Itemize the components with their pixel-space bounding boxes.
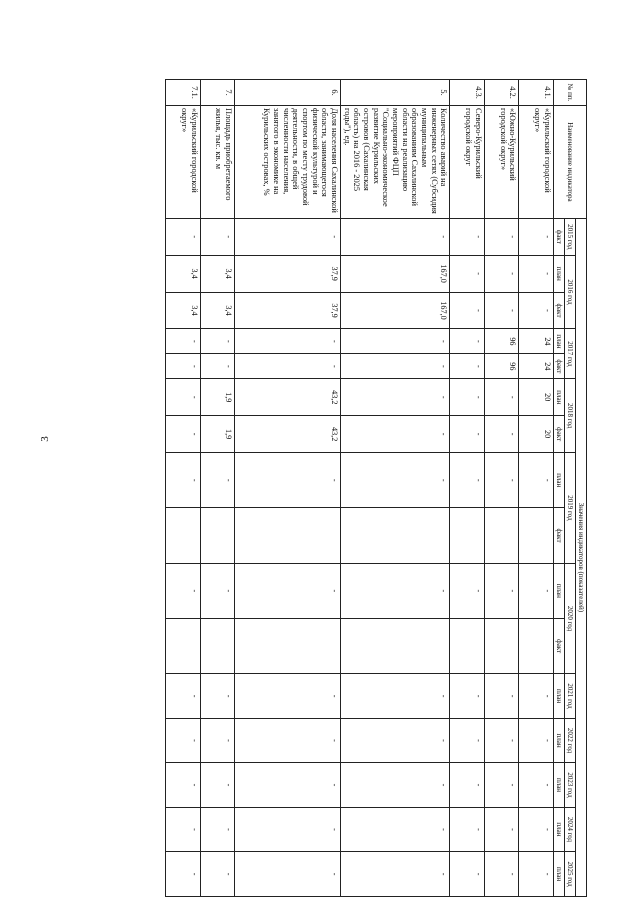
- value-cell: -: [200, 674, 235, 718]
- value-cell: -: [484, 416, 519, 453]
- header-name: Наименование индикатора: [553, 106, 586, 219]
- row-number: 7.1.: [166, 80, 201, 106]
- value-cell: 24: [519, 329, 554, 354]
- value-cell: [450, 508, 485, 563]
- value-cell: -: [200, 354, 235, 379]
- value-cell: 3,4: [166, 255, 201, 292]
- table-row: [200, 80, 235, 897]
- value-cell: -: [166, 674, 201, 718]
- value-cell: -: [450, 292, 485, 329]
- header-subcolumn: план: [553, 379, 564, 416]
- header-year: 2022 год: [564, 718, 575, 762]
- value-cell: -: [235, 218, 341, 255]
- value-cell: -: [235, 674, 341, 718]
- indicator-name: Доля населения Сахалинской области, занимающегося физической культурой и спортом по месту трудовой деятельности, в общей численности населения, занятого в экономике на Курильских островах, %: [235, 106, 341, 219]
- value-cell: [519, 508, 554, 563]
- page-number: 3: [38, 436, 51, 442]
- header-subcolumn: план: [553, 563, 564, 618]
- value-cell: -: [484, 674, 519, 718]
- value-cell: -: [235, 763, 341, 807]
- value-cell: 3,4: [200, 255, 235, 292]
- header-year: 2018 год: [564, 379, 575, 453]
- header-subcolumn: факт: [553, 218, 564, 255]
- value-cell: 1,9: [200, 416, 235, 453]
- value-cell: 37,9: [235, 255, 341, 292]
- value-cell: -: [450, 255, 485, 292]
- value-cell: -: [450, 674, 485, 718]
- header-subcolumn: план: [553, 674, 564, 718]
- value-cell: [200, 508, 235, 563]
- header-year: 2016 год: [564, 255, 575, 329]
- value-cell: -: [341, 416, 450, 453]
- indicator-name: «Курильский городской округ»: [166, 106, 201, 219]
- value-cell: -: [450, 763, 485, 807]
- table-row: [166, 80, 201, 897]
- header-year: 2015 год: [564, 218, 575, 255]
- table-row: [235, 80, 341, 897]
- value-cell: -: [341, 379, 450, 416]
- table-row: [341, 80, 450, 897]
- row-number: 4.2.: [484, 80, 519, 106]
- header-subcolumn: план: [553, 255, 564, 292]
- value-cell: -: [341, 807, 450, 851]
- value-cell: -: [450, 563, 485, 618]
- value-cell: 3,4: [200, 292, 235, 329]
- value-cell: [341, 619, 450, 674]
- value-cell: -: [519, 563, 554, 618]
- value-cell: [341, 508, 450, 563]
- value-cell: -: [341, 453, 450, 508]
- value-cell: 96: [484, 354, 519, 379]
- row-number: 5.: [341, 80, 450, 106]
- value-cell: 1,9: [200, 379, 235, 416]
- indicator-name: Северо-Курильский городской округ: [450, 106, 485, 219]
- header-subcolumn: факт: [553, 292, 564, 329]
- value-cell: -: [200, 563, 235, 618]
- header-subcolumn: план: [553, 329, 564, 354]
- indicator-name: Количество аварий на инженерных сетях (Субсидия муниципальным образованиям Сахалинской области на реализацию мероприятий ФЦП "Социально-экономическое развитие Курильских островов (Сахалинская область) на 2016 - 2025 годы"), ед.: [341, 106, 450, 219]
- value-cell: -: [484, 292, 519, 329]
- table-body: [166, 80, 554, 897]
- header-subcolumn: план: [553, 763, 564, 807]
- value-cell: -: [341, 852, 450, 897]
- value-cell: -: [166, 218, 201, 255]
- value-cell: -: [200, 453, 235, 508]
- value-cell: [519, 619, 554, 674]
- value-cell: -: [341, 354, 450, 379]
- header-subcolumn: факт: [553, 354, 564, 379]
- value-cell: -: [166, 807, 201, 851]
- value-cell: [235, 619, 341, 674]
- header-subcolumn: план: [553, 807, 564, 851]
- indicator-name: «Южно-Курильский городской округ»: [484, 106, 519, 219]
- value-cell: -: [484, 218, 519, 255]
- value-cell: 43,2: [235, 416, 341, 453]
- value-cell: -: [450, 718, 485, 762]
- row-number: 6.: [235, 80, 341, 106]
- value-cell: -: [200, 763, 235, 807]
- value-cell: -: [450, 416, 485, 453]
- header-subcolumn: факт: [553, 508, 564, 563]
- value-cell: -: [484, 852, 519, 897]
- header-year: 2017 год: [564, 329, 575, 379]
- value-cell: 167,0: [341, 255, 450, 292]
- row-number: 7.: [200, 80, 235, 106]
- header-year: 2020 год: [564, 563, 575, 674]
- value-cell: -: [166, 354, 201, 379]
- value-cell: -: [519, 674, 554, 718]
- value-cell: -: [519, 718, 554, 762]
- value-cell: -: [166, 718, 201, 762]
- value-cell: 37,9: [235, 292, 341, 329]
- value-cell: -: [166, 416, 201, 453]
- value-cell: -: [484, 718, 519, 762]
- value-cell: -: [484, 255, 519, 292]
- value-cell: -: [450, 379, 485, 416]
- value-cell: [235, 508, 341, 563]
- value-cell: -: [200, 329, 235, 354]
- value-cell: -: [341, 674, 450, 718]
- value-cell: -: [166, 563, 201, 618]
- header-year: 2021 год: [564, 674, 575, 718]
- value-cell: -: [235, 453, 341, 508]
- value-cell: -: [166, 852, 201, 897]
- value-cell: -: [519, 218, 554, 255]
- value-cell: [166, 619, 201, 674]
- table-header: [553, 80, 586, 897]
- value-cell: -: [235, 563, 341, 618]
- value-cell: -: [484, 563, 519, 618]
- value-cell: -: [341, 718, 450, 762]
- indicators-table: [165, 79, 587, 897]
- header-values: Значения индикаторов (показателей): [575, 218, 586, 896]
- value-cell: -: [519, 255, 554, 292]
- value-cell: -: [341, 218, 450, 255]
- value-cell: -: [519, 292, 554, 329]
- value-cell: -: [166, 453, 201, 508]
- value-cell: -: [235, 807, 341, 851]
- value-cell: -: [484, 807, 519, 851]
- header-subcolumn: план: [553, 453, 564, 508]
- value-cell: -: [200, 807, 235, 851]
- value-cell: -: [166, 329, 201, 354]
- value-cell: -: [450, 354, 485, 379]
- value-cell: 24: [519, 354, 554, 379]
- header-year: 2023 год: [564, 763, 575, 807]
- value-cell: -: [235, 718, 341, 762]
- value-cell: -: [450, 218, 485, 255]
- value-cell: -: [341, 329, 450, 354]
- header-subcolumn: план: [553, 718, 564, 762]
- value-cell: -: [341, 563, 450, 618]
- table-row: [484, 80, 519, 897]
- value-cell: -: [519, 763, 554, 807]
- row-number: 4.3.: [450, 80, 485, 106]
- value-cell: -: [341, 763, 450, 807]
- value-cell: -: [450, 329, 485, 354]
- indicator-name: Площадь приобретаемого жилья, тыс. кв. м: [200, 106, 235, 219]
- value-cell: -: [450, 852, 485, 897]
- header-year: 2024 год: [564, 807, 575, 851]
- value-cell: [200, 619, 235, 674]
- value-cell: [484, 619, 519, 674]
- value-cell: -: [519, 453, 554, 508]
- value-cell: -: [484, 763, 519, 807]
- header-subcolumn: план: [553, 852, 564, 897]
- value-cell: -: [200, 718, 235, 762]
- rotated-table-container: [165, 79, 587, 897]
- value-cell: -: [235, 852, 341, 897]
- header-year: 2019 год: [564, 453, 575, 564]
- value-cell: [484, 508, 519, 563]
- value-cell: -: [519, 807, 554, 851]
- value-cell: -: [519, 852, 554, 897]
- value-cell: -: [235, 354, 341, 379]
- header-subcolumn: факт: [553, 416, 564, 453]
- value-cell: -: [235, 329, 341, 354]
- value-cell: -: [484, 379, 519, 416]
- value-cell: 20: [519, 416, 554, 453]
- value-cell: -: [200, 852, 235, 897]
- value-cell: -: [166, 763, 201, 807]
- value-cell: 43,2: [235, 379, 341, 416]
- indicator-name: «Курильский городской округ»: [519, 106, 554, 219]
- value-cell: -: [200, 218, 235, 255]
- header-subcolumn: факт: [553, 619, 564, 674]
- value-cell: -: [166, 379, 201, 416]
- value-cell: [166, 508, 201, 563]
- value-cell: 3,4: [166, 292, 201, 329]
- row-number: 4.1.: [519, 80, 554, 106]
- value-cell: 167,0: [341, 292, 450, 329]
- header-year: 2025 год: [564, 852, 575, 897]
- table-row: [519, 80, 554, 897]
- value-cell: 20: [519, 379, 554, 416]
- table-row: [450, 80, 485, 897]
- value-cell: -: [484, 453, 519, 508]
- value-cell: -: [450, 807, 485, 851]
- value-cell: [450, 619, 485, 674]
- header-num: № пп.: [553, 80, 586, 106]
- value-cell: -: [450, 453, 485, 508]
- value-cell: 96: [484, 329, 519, 354]
